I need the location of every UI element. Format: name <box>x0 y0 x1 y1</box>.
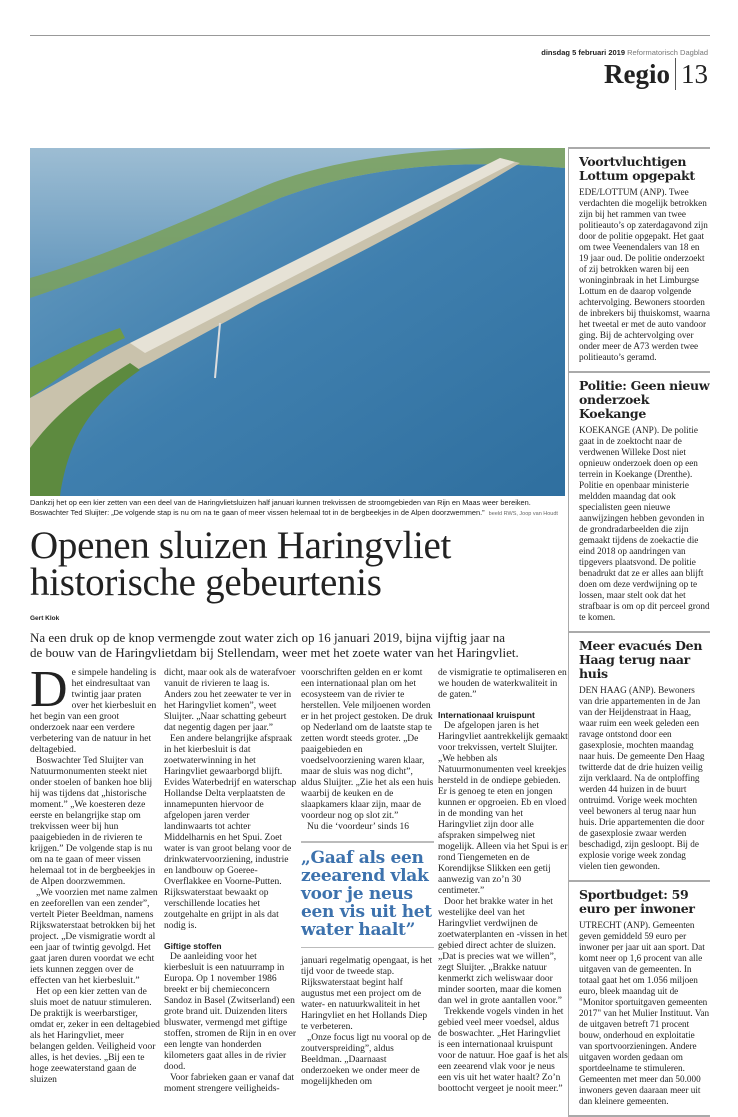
paragraph: voorschriften gelden en er komt een internationaal plan om het ecosysteem van de rivier te herstellen. Vele miljoenen worden er in het project gestoken. De druk op Nederland om de laatste stap te zetten wordt steeds groter. „De paaigebieden en voedselvoorziening waren klaar, maar de sluis was nog dicht”, aldus Sluijter. „Zie het als een huis waarbij de keuken en de slaapkamers klaar zijn, maar de voordeur nog op slot zit.” <box>301 668 434 821</box>
article <box>30 498 566 1095</box>
paragraph: Het op een kier zetten van de sluis moet de natuur stimuleren. De praktijk is weerbarstiger, omdat er, zeker in een deltagebied als het Haringvliet, meer belangen gelden. Veiligheid voor alles, is het devies. „Bij een te hoge zeewaterstand gaan de sluizen <box>30 987 160 1085</box>
byline: Gert Klok <box>30 615 60 622</box>
paragraph: Boswachter Ted Sluijter van Natuurmonumenten steekt niet onder stoelen of banken hoe blij hij was tijdens dat „historische moment.” „We koesteren deze eerste en belangrijke stap om trekvissen weer bij hun paaigebieden in de rivieren te krijgen.” De volgende stap is nu om na te gaan of meer vissen helemaal tot in de bergbeekjes in de Alpen doorzwemmen. <box>30 756 156 887</box>
photo-credit: beeld RWS, Joop van Houdt <box>488 511 558 517</box>
brief-title: Sportbudget: 59 euro per inwoner <box>579 887 695 916</box>
section-header <box>604 58 708 90</box>
subheading: Internationaal kruispunt <box>438 710 535 720</box>
article-intro: Na een druk op de knop vermengde zout water zich op 16 januari 2019, bijna vijftig jaar na de bouw van de Haringvlietdam bij Stellendam, weer met het zoete water van het Haringvliet. <box>30 630 519 660</box>
news-brief <box>569 631 710 880</box>
top-rule <box>30 35 710 36</box>
paper-name: Reformatorisch Dagblad <box>627 48 708 57</box>
paragraph: Voor fabrieken gaan er vanaf dat moment strengere veiligheids- <box>164 1073 295 1094</box>
article-body <box>30 661 568 1095</box>
page-number: 13 <box>681 58 708 89</box>
subheading: Giftige stoffen <box>164 941 222 951</box>
dateline <box>541 48 708 57</box>
brief-title: Politie: Geen nieuw onderzoek Koekange <box>579 378 710 421</box>
news-briefs-sidebar <box>568 147 710 1117</box>
pull-quote: „Gaaf als een zeearend vlak voor je neus een vis uit het water haalt” <box>301 841 434 948</box>
paragraph: Door het brakke water in het westelijke deel van het Haringvliet verdwijnen de zoetwaterplanten en -vissen in het gebied direct achter de sluizen. „Dat is precies wat we willen”, zegt Sluijter. „Brakke natuur kenmerkt zich weliswaar door minder soorten, maar die komen dan wel in grote aantallen voor.” <box>438 897 568 1006</box>
paragraph: De aanleiding voor het kierbesluit is een natuurramp in Europa. Op 1 november 1986 breekt er bij chemieconcern Sandoz in Basel (Zwitserland) een grote brand uit. Duizenden liters bluswater, vermengd met giftige stoffen, stromen de Rijn in en over een lengte van honderden kilometers gaat alles in de rivier dood. <box>164 952 297 1072</box>
news-brief <box>569 371 710 631</box>
paragraph: „Onze focus ligt nu vooral op de zoutverspreiding”, aldus Beeldman. „Daarnaast onderzoeken we onder meer de mogelijkheden om <box>301 1033 431 1087</box>
issue-date: dinsdag 5 februari 2019 <box>541 48 626 57</box>
paragraph: januari regelmatig opengaat, is het tijd voor de tweede stap. Rijkswaterstaat begint half augustus met een project om de water- en natuurkwaliteit in het Haringvliet en het Hollands Diep te verbeteren. <box>301 956 433 1032</box>
paragraph: dicht, maar ook als de waterafvoer vanuit de rivieren te laag is. Anders zou het zeewater te ver in het Haringvliet komen”, weet Sluijter. „Naar schatting gebeurt dat negentig dagen per jaar.” <box>164 668 296 733</box>
haringvliet-dam-photo <box>30 148 565 496</box>
paragraph: Trekkende vogels vinden in het gebied veel meer voedsel, aldus de boswachter. „Het Haringvliet is een internationaal kruispunt voor de natuur. Hoe gaaf is het als een zeearend vlak voor je neus een vis uit het water haalt? Zo’n boottocht vergeet je nooit meer.” <box>438 1007 568 1094</box>
section-divider <box>675 58 676 90</box>
brief-body: KOEKANGE (ANP). De politie gaat in de zoektocht naar de verdwenen Willeke Dost niet opnieuw onderzoek doen op een terrein in Koekange (Drenthe). Politie en openbaar ministerie meldden maandag dat ook specialisten geen nieuwe aanwijzingen hebben gevonden in de grondradarbeelden die zijn gemaakt tijdens de zoekactie die eind 2018 op aandringen van tipgevers plaatsvond. De politie benadrukt dat ze er alles aan blijft doen om deze verdwijning op te lossen, maar stelt ook dat het strafbaar is om op dit perceel grond te komen. <box>579 425 710 622</box>
paragraph: de vismigratie te optimaliseren en we houden de waterkwaliteit in de gaten.” <box>438 668 567 700</box>
article-headline: Openen sluizen Haringvliet historische gebeurtenis <box>30 524 452 604</box>
paragraph: Een andere belangrijke afspraak in het kierbesluit is dat zoetwaterwinning in het Haringvliet gewaarborgd blijft. Evides Waterbedrijf en waterschap Hollandse Delta verplaatsten de innamepunten hiervoor de afgelopen jaren verder landinwaarts tot achter Middelharnis en het Spui. Zoet water is van groot belang voor de drinkwatervoorziening, industrie en landbouw op Goeree-Overflakkee en Voorne-Putten. Rijkswaterstaat bewaakt op verschillende locaties het zoutgehalte en grijpt in als dat nodig is. <box>164 734 297 931</box>
section-name: Regio <box>604 58 670 89</box>
paragraph: „We voorzien met name zalmen en zeeforellen van een zender”, vertelt Pieter Beeldman, namens Rijkswaterstaat betrokken bij het project. „De vismigratie wordt al een jaar of twintig gevolgd. Het gaat jaren duren voordat we echt iets kunnen zeggen over de effecten van het kierbesluit.” <box>30 888 158 986</box>
paragraph: De afgelopen jaren is het Haringvliet aantrekkelijk gemaakt voor trekvissen, vertelt Sluijter. „We hebben als Natuurmonumenten veel kreekjes hersteld in de ondiepe gebieden. Er is genoeg te eten en jongen kunnen er opgroeien. Eb en vloed in de monding van het Haringvliet zijn door alle afspraken simpelweg niet mogelijk. Alleen via het Spui is er rond Tiengemeten en de Korendijkse Slikken een getij aanwezig van zo’n 30 centimeter.” <box>438 721 568 896</box>
article-column-3 <box>301 668 434 1088</box>
brief-title: Meer evacués Den Haag terug naar huis <box>579 638 703 681</box>
paragraph: Nu die ‘voordeur’ sinds 16 <box>307 822 410 832</box>
brief-body: DEN HAAG (ANP). Bewoners van drie appartementen in de Jan van der Heijdenstraat in Haag, waar ruim een week geleden een ravage ontstond door een gasexplosie, mochten maandag naar huis. De gemeente Den Haag twitterde dat de drie huizen veilig zijn verklaard. Na de ontploffing werden 44 huizen in de buurt ontruimd. Vorige week mochten veel bewoners al terug naar hun huis. Drie appartementen die door de gasexplosie zwaar werden beschadigd, zijn gesloopt. Bij de explosie vorige week zondag vielen tien gewonden. <box>579 685 705 871</box>
brief-body: EDE/LOTTUM (ANP). Twee verdachten die mogelijk betrokken zijn bij het rammen van twee politieauto’s op zaterdagavond zijn door de politie opgepakt. Het gaat om twee Veenendalers van 18 en 19 jaar oud. De politie onderzoekt of zij betrokken waren bij een woninginbraak in het Limburgse Lottum en de daarop volgende achtervolging. Bewoners stoorden de inbrekers bij thuiskomst, waarna het tweetal er met de auto vandoor ging. Bij de achtervolging over onder meer de A73 werden twee politieauto’s geramd. <box>579 187 710 362</box>
brief-title: Voortvluchtigen Lottum opgepakt <box>579 154 695 183</box>
drop-cap: D <box>30 661 68 718</box>
paragraph: e simpele handeling is het eindresultaat van twintig jaar praten over het kierbesluit en het begin van een groot onderzoek naar een verdere verbetering van de natuur in het deltagebied. <box>30 668 157 755</box>
article-column-2 <box>164 668 297 1095</box>
article-column-1 <box>30 661 160 1086</box>
article-column-4 <box>438 668 568 1095</box>
news-brief <box>569 147 710 371</box>
caption-text: Dankzij het op een kier zetten van een deel van de Haringvlietsluizen half januari kunnen trekvissen de stroomgebieden van Rijn en Maas weer bereiken. Boswachter Ted Sluijter: „De volgende stap is nu om na te gaan of meer vissen helemaal tot in de bergbeekjes in de Alpen doorzwemmen.” <box>30 498 531 517</box>
photo-caption <box>30 498 566 519</box>
news-brief <box>569 880 710 1117</box>
brief-body: UTRECHT (ANP). Gemeenten geven gemiddeld 59 euro per inwoner per jaar uit aan sport. Dat komt neer op 1,6 procent van alle uitgaven van de gemeenten. In totaal gaat het om 1.056 miljoen euro, bleek maandag uit de "Monitor sportuitgaven gemeenten 2017" van het Mulier Instituut. Van de uitgaven betreft 71 procent bouw, onderhoud en exploitatie van sportvoorzieningen. Andere uitgaven worden gedaan om sportdeelname te stimuleren. Gemeenten met meer dan 50.000 inwoners geven daaraan meer uit dan kleinere gemeenten. <box>579 920 710 1106</box>
